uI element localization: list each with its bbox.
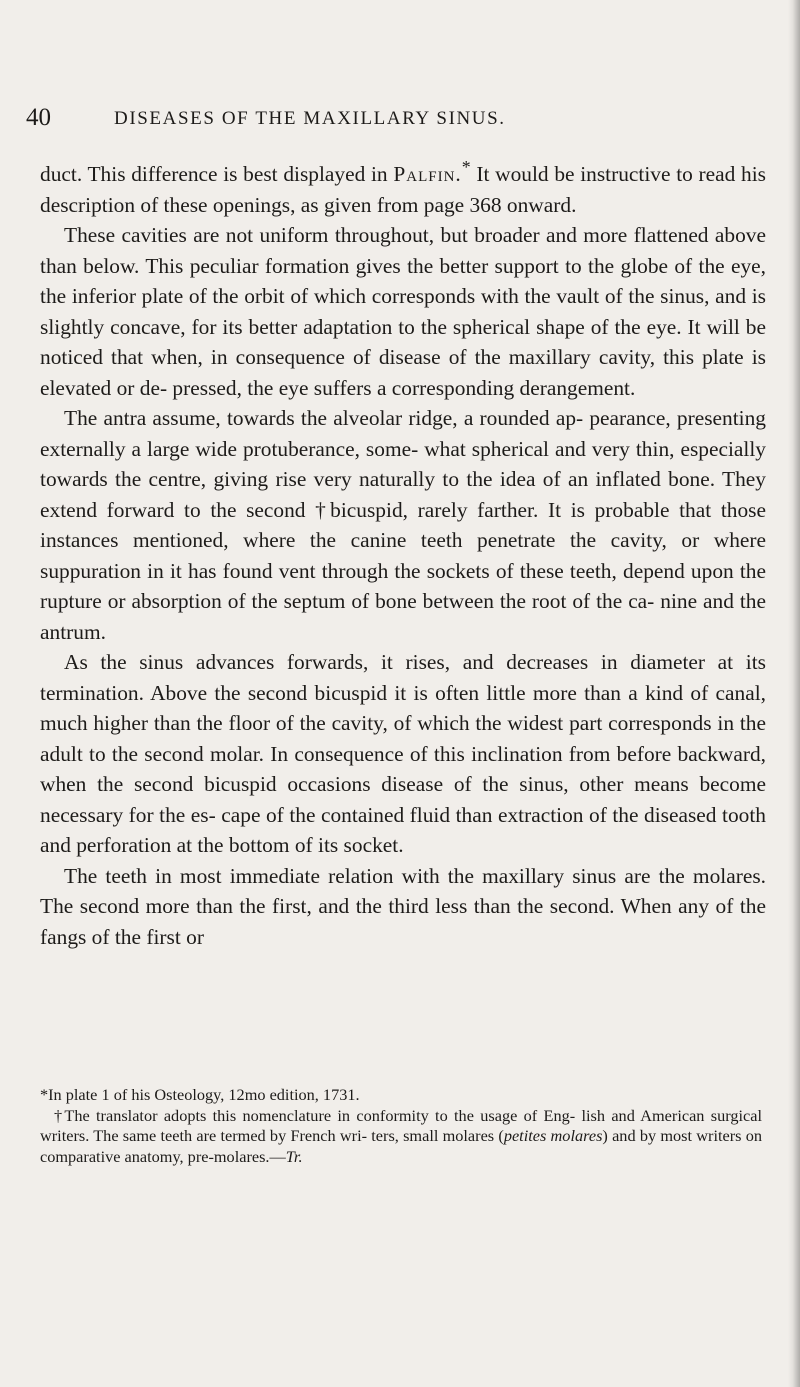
translator-mark: Tr.: [285, 1146, 303, 1166]
paragraph-1-start: duct. This difference is best displayed in: [40, 162, 388, 187]
footnote-1: *In plate 1 of his Osteology, 12mo edition, 1731.: [40, 1085, 360, 1104]
running-head: DISEASES OF THE MAXILLARY SINUS.: [114, 108, 506, 129]
footnotes: [40, 1085, 762, 1167]
author-name-palfin: Palfin.: [393, 162, 462, 187]
page-header: [26, 104, 756, 132]
footnote-2-start: †The translator adopts this nomenclature in conformity to the usage of Eng- lish and American surgical writers. The same teeth are termed by French wri- ters, small molares (: [40, 1105, 762, 1145]
footnote-2-end: ) and by most writers on comparative anatomy, pre-molares.—: [40, 1126, 762, 1166]
paragraph-4: As the sinus advances forwards, it rises, and decreases in diameter at its termination. Above the second bicuspid it is often little more than a kind of canal, much higher than the floor of the cavity, of which the widest part corresponds in the adult to the second molar. In consequence of this inclination from before backward, when the second bicuspid occasions disease of the sinus, other means become necessary for the es- cape of the contained fluid than extraction of the diseased tooth and perforation at the bottom of its socket.: [40, 650, 766, 858]
paragraph-3-start: The antra assume, towards the alveolar ridge, a rounded ap- pearance, presenting externally a large wide protuberance, some- what spherical and very thin, especially towards the centre, giving rise very naturally to the idea of an inflated bone. They extend forward to the second: [40, 406, 766, 522]
paragraph-3: [40, 403, 766, 647]
paragraph-1: [40, 152, 766, 220]
paragraph-1-end: It would be instructive to read his description of these openings, as given from page 368 onward.: [40, 162, 766, 217]
paragraph-3-end: bicuspid, rarely farther. It is probable that those instances mentioned, where the canine teeth penetrate the cavity, or where suppuration in it has found vent through the sockets of these teeth, depend upon the rupture or absorption of the septum of bone between the root of the ca- nine and the antrum.: [40, 497, 766, 644]
paragraph-5: The teeth in most immediate relation with the maxillary sinus are the molares. The second more than the first, and the third less than the second. When any of the fangs of the first or: [40, 863, 766, 949]
page-edge-shadow: [788, 0, 800, 1387]
page-number: 40: [26, 104, 51, 131]
footnote-2: [40, 1106, 762, 1168]
footnote-2-italic-term: petites molares: [503, 1126, 603, 1145]
footnote-mark-dagger: †: [315, 497, 331, 522]
paragraph-2: These cavities are not uniform throughout, but broader and more flattened above than below. This peculiar formation gives the better support to the globe of the eye, the inferior plate of the orbit of which corresponds with the vault of the sinus, and is slightly concave, for its better adaptation to the spherical shape of the eye. It will be noticed that when, in consequence of disease of the maxillary cavity, this plate is elevated or de- pressed, the eye suffers a corresponding derangement.: [40, 223, 766, 400]
footnote-mark-asterisk: *: [461, 157, 471, 177]
body-text: [40, 152, 766, 952]
